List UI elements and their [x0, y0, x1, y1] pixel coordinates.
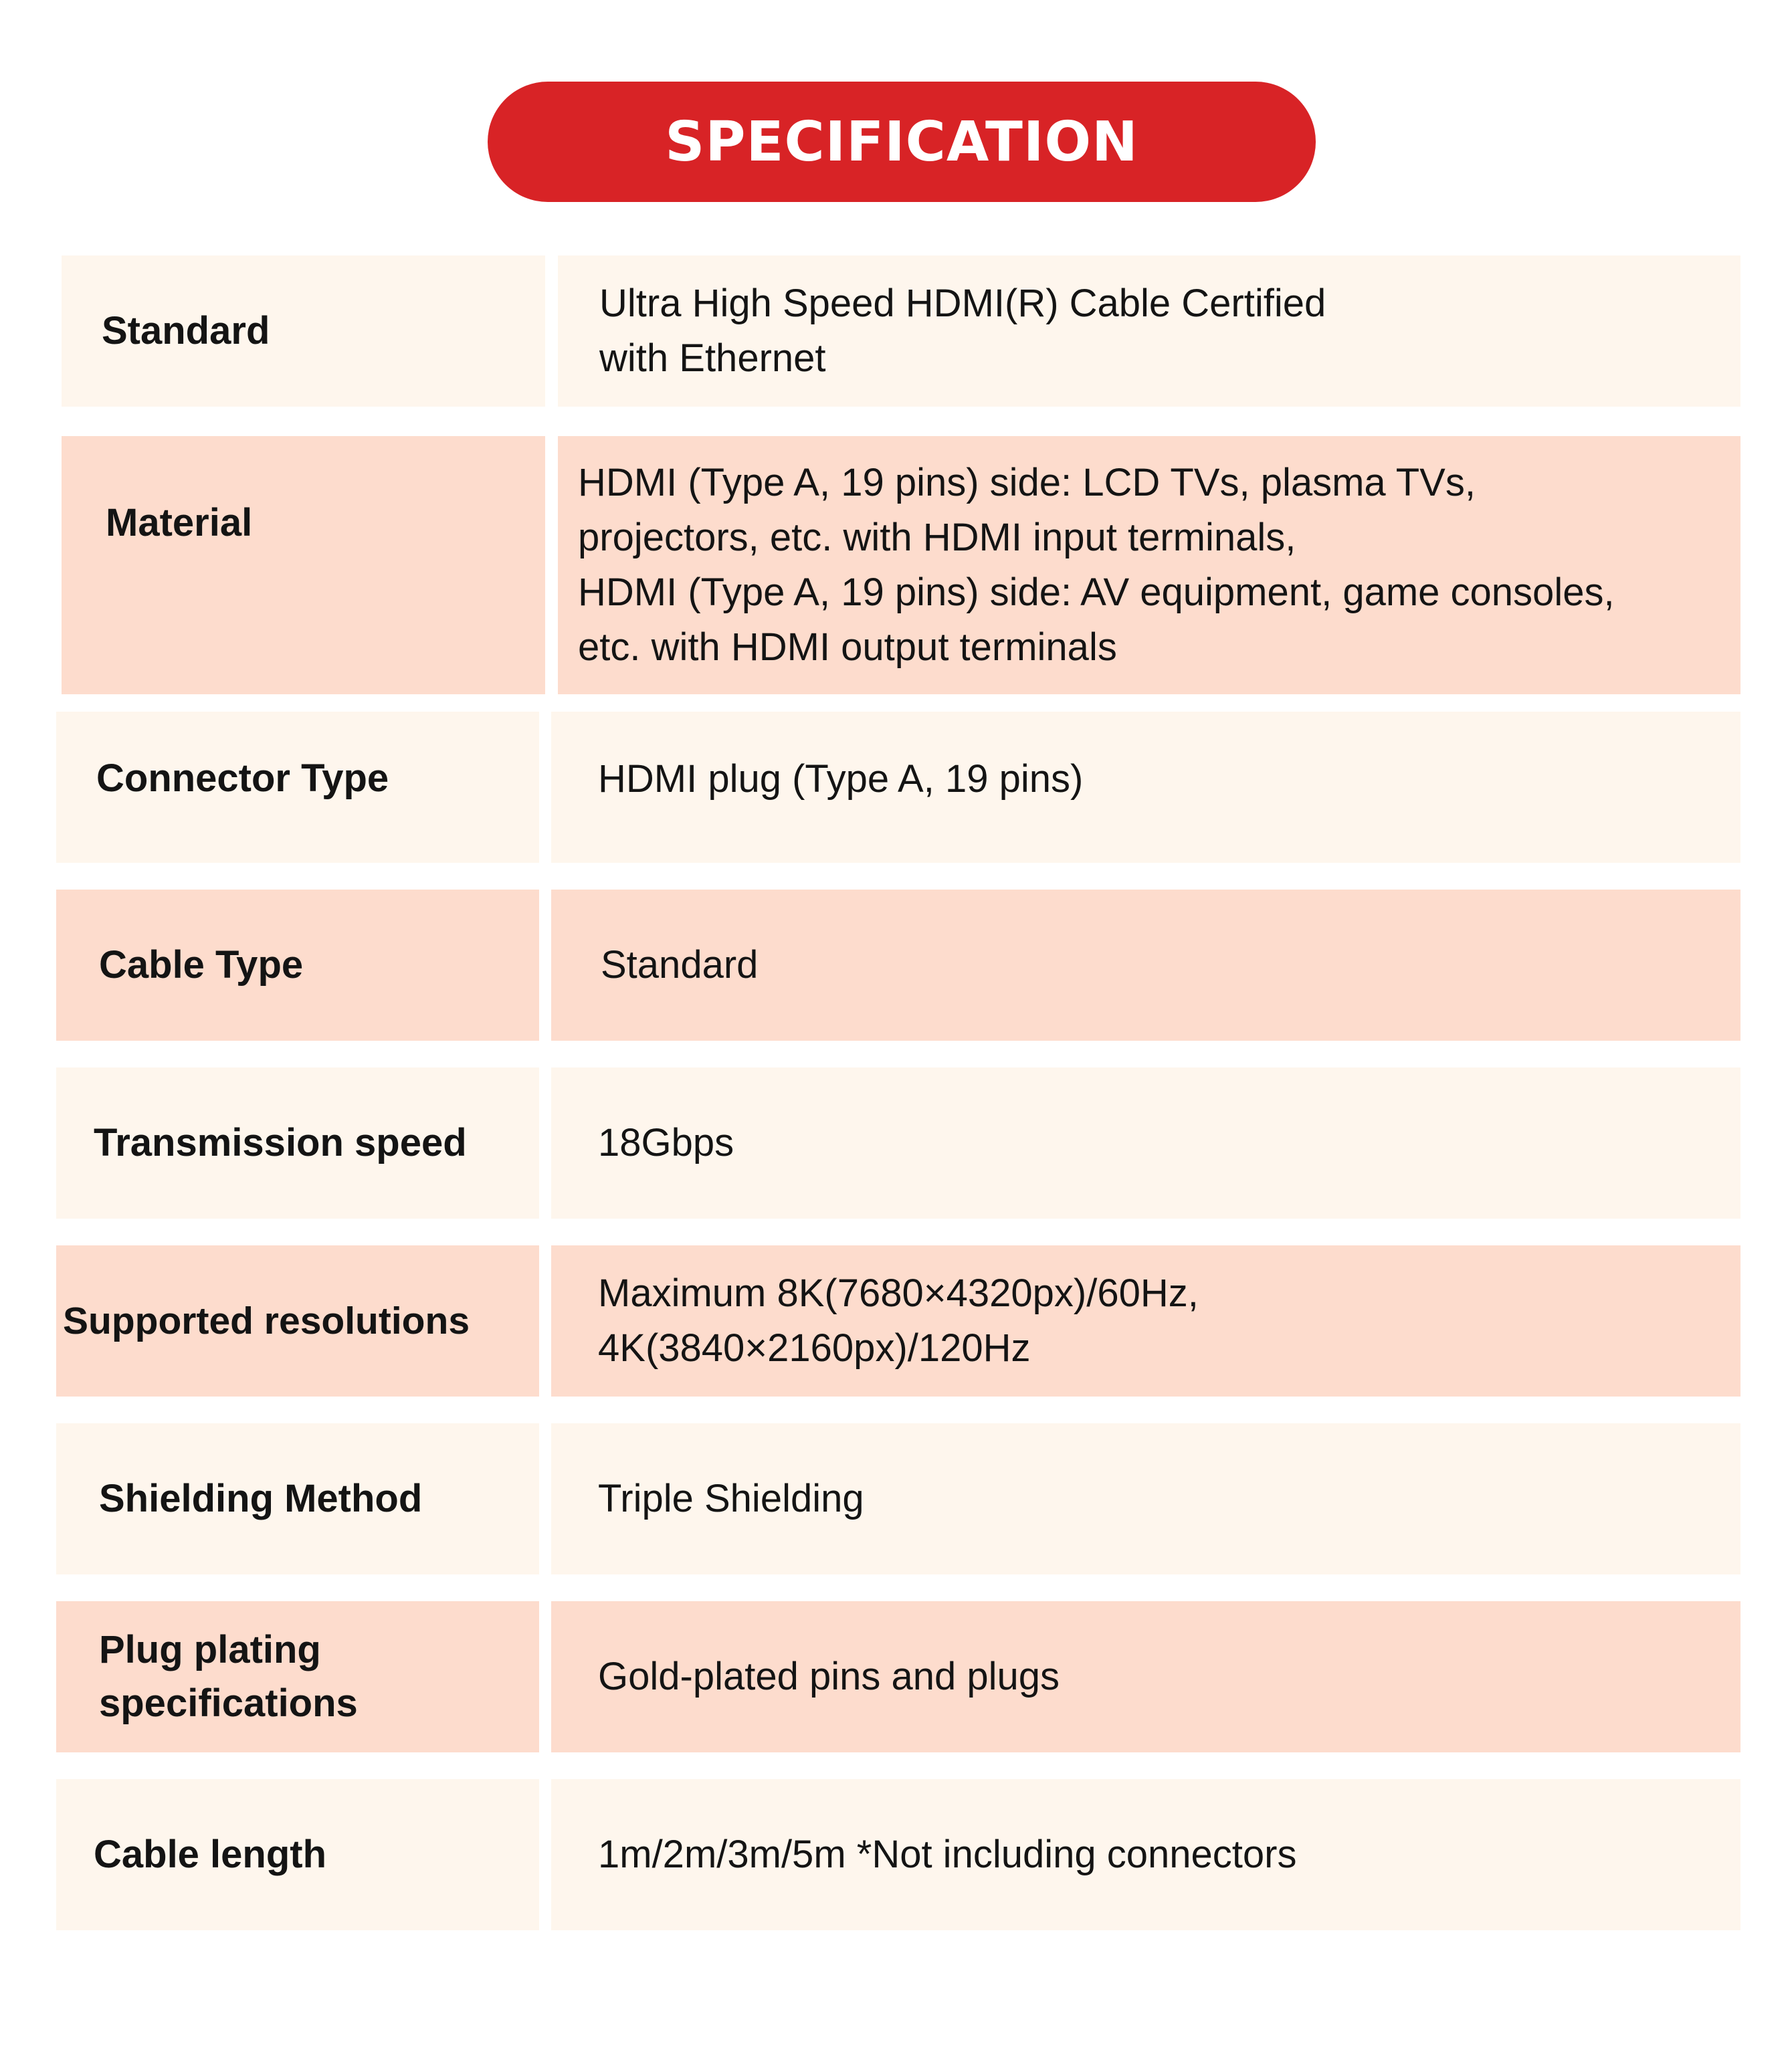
page-title: SPECIFICATION — [665, 110, 1138, 174]
spec-value: Maximum 8K(7680×4320px)/60Hz, 4K(3840×2160px)/120Hz — [551, 1245, 1740, 1397]
spec-value: Standard — [551, 890, 1740, 1041]
spec-label: Cable Type — [56, 890, 539, 1041]
spec-value: Triple Shielding — [551, 1423, 1740, 1574]
spec-row-cable-type — [56, 890, 1740, 1041]
specification-title-banner — [488, 82, 1316, 202]
spec-label: Transmission speed — [56, 1067, 539, 1219]
spec-row-shielding-method — [56, 1423, 1740, 1574]
spec-value: 18Gbps — [551, 1067, 1740, 1219]
spec-row-supported-resolutions — [56, 1245, 1740, 1397]
spec-value: Gold-plated pins and plugs — [551, 1601, 1740, 1752]
spec-label: Connector Type — [56, 712, 539, 863]
spec-value: Ultra High Speed HDMI(R) Cable Certified with Ethernet — [558, 255, 1740, 407]
spec-row-transmission-speed — [56, 1067, 1740, 1219]
spec-label: Plug plating specifications — [56, 1601, 539, 1752]
spec-row-cable-length — [56, 1779, 1740, 1930]
spec-row-standard — [62, 255, 1740, 407]
spec-value: 1m/2m/3m/5m *Not including connectors — [551, 1779, 1740, 1930]
spec-label: Material — [62, 436, 545, 694]
spec-row-connector-type — [56, 712, 1740, 863]
spec-value: HDMI (Type A, 19 pins) side: LCD TVs, plasma TVs, projectors, etc. with HDMI input terminals, HDMI (Type A, 19 pins) side: AV equipment, game consoles, etc. with HDMI output terminals — [558, 436, 1740, 694]
spec-label: Supported resolutions — [56, 1245, 539, 1397]
spec-label: Cable length — [56, 1779, 539, 1930]
spec-value: HDMI plug (Type A, 19 pins) — [551, 712, 1740, 863]
spec-row-material — [62, 436, 1740, 694]
spec-label: Standard — [62, 255, 545, 407]
spec-label: Shielding Method — [56, 1423, 539, 1574]
spec-row-plug-plating — [56, 1601, 1740, 1752]
